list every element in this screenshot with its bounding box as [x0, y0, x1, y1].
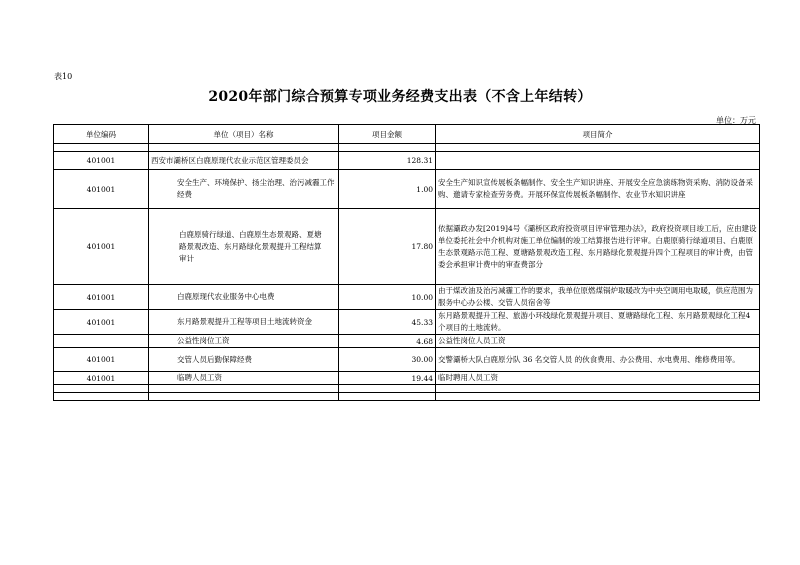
table-spacer-row: [54, 144, 760, 152]
table-row: [54, 170, 760, 209]
unit-code-cell: [54, 335, 149, 348]
table-number: 表10: [54, 72, 73, 81]
spacer-cell: [149, 144, 339, 152]
unit-name-cell: [149, 385, 339, 393]
budget-table: [53, 124, 760, 401]
amount-cell: 45.33: [339, 310, 436, 335]
description-cell: 交警灞桥大队白鹿原分队 36 名交管人员 的伙食费用、办公费用、水电费用、维修费用等。: [436, 348, 760, 372]
amount-cell: 128.31: [339, 152, 436, 170]
unit-name-cell: [149, 372, 339, 385]
description-cell: [436, 152, 760, 170]
header-amount: 项目金额: [339, 125, 436, 144]
amount-cell: 1.00: [339, 170, 436, 209]
description-cell: [436, 385, 760, 393]
description-cell: 由于煤改油及治污减霾工作的要求，我单位原燃煤锅炉取暖改为中央空调用电取暖，供应范围为服务中心办公楼、交管人员宿舍等: [436, 285, 760, 310]
unit-name-cell: [149, 170, 339, 209]
unit-code-cell: 401001: [54, 348, 149, 372]
header-unit-code: 单位编码: [54, 125, 149, 144]
table-row: [54, 393, 760, 401]
table-row: [54, 348, 760, 372]
description-cell: 公益性岗位人员工资: [436, 335, 760, 348]
table-row: [54, 285, 760, 310]
description-cell: 依据灞政办发[2019]4号《灞桥区政府投资项目评审管理办法》，政府投资项目竣工后，应由建设单位委托社会中介机构对施工单位编制的竣工结算报告进行评审。白鹿原骑行绿道项目、白鹿原生态景观路示范工程、夏塘路景观改造工程、东月路绿化景观提升四个工程项目的审计费，由管委会承担审计费中的审查费部分: [436, 209, 760, 285]
amount-cell: 19.44: [339, 372, 436, 385]
amount-cell: 4.68: [339, 335, 436, 348]
unit-name-cell: [149, 310, 339, 335]
unit-code-cell: 401001: [54, 152, 149, 170]
document-title: 2020年部门综合预算专项业务经费支出表（不含上年结转）: [208, 89, 592, 105]
table-row: [54, 372, 760, 385]
project-name-text: 白鹿原现代农业服务中心电费: [177, 292, 275, 301]
project-name-text: 白鹿原骑行绿道、白鹿原生态景观路、夏塘路景观改造、东月路绿化景观提升工程结算审计: [179, 229, 322, 263]
table-row: [54, 209, 760, 285]
spacer-cell: [436, 144, 760, 152]
unit-name-cell: [149, 285, 339, 310]
project-name-text: 交管人员后勤保障经费: [177, 354, 252, 364]
description-cell: 临时聘用人员工资: [436, 372, 760, 385]
unit-code-cell: [54, 393, 149, 401]
unit-name-cell: 西安市灞桥区白鹿原现代农业示范区管理委员会: [149, 152, 339, 170]
description-cell: 东月路景观提升工程、旅游小环线绿化景观提升项目、夏塘路绿化工程、东月路景观绿化工程4个项目的土地流转。: [436, 310, 760, 335]
description-cell: [436, 393, 760, 401]
amount-cell: [339, 393, 436, 401]
amount-cell: 30.00: [339, 348, 436, 372]
header-unit-name: 单位（项目）名称: [149, 125, 339, 144]
amount-cell: [339, 385, 436, 393]
unit-name-cell: [149, 209, 339, 285]
unit-code-cell: [54, 385, 149, 393]
amount-cell: 10.00: [339, 285, 436, 310]
unit-code-cell: 401001: [54, 209, 149, 285]
unit-code-cell: 401001: [54, 170, 149, 209]
table-header-row: [54, 125, 760, 144]
spacer-cell: [339, 144, 436, 152]
spacer-cell: [54, 144, 149, 152]
unit-code-cell: 401001: [54, 285, 149, 310]
unit-name-cell: [149, 348, 339, 372]
table-row: [54, 152, 760, 170]
header-description: 项目简介: [436, 125, 760, 144]
unit-name-cell: [149, 335, 339, 348]
unit-label: 单位：万元: [716, 116, 756, 125]
project-name-text: 东月路景观提升工程等项目土地流转资金: [177, 317, 312, 326]
unit-code-cell: 401001: [54, 310, 149, 335]
unit-name-cell: [149, 393, 339, 401]
project-name-text: 临聘人员工资: [177, 373, 222, 382]
unit-code-cell: 401001: [54, 372, 149, 385]
description-cell: 安全生产知识宣传展板条幅制作、安全生产知识讲座、开展安全应急演练物资采购、消防设备采购、邀请专家检查劳务费。开展环保宣传展板条幅制作、农业节水知识讲座: [436, 170, 760, 209]
table-row: [54, 385, 760, 393]
table-row: [54, 310, 760, 335]
project-name-text: 安全生产、环境保护、扬尘治理、治污减霾工作经费: [177, 178, 335, 199]
table-row: [54, 335, 760, 348]
amount-cell: 17.80: [339, 209, 436, 285]
project-name-text: 公益性岗位工资: [177, 336, 230, 345]
